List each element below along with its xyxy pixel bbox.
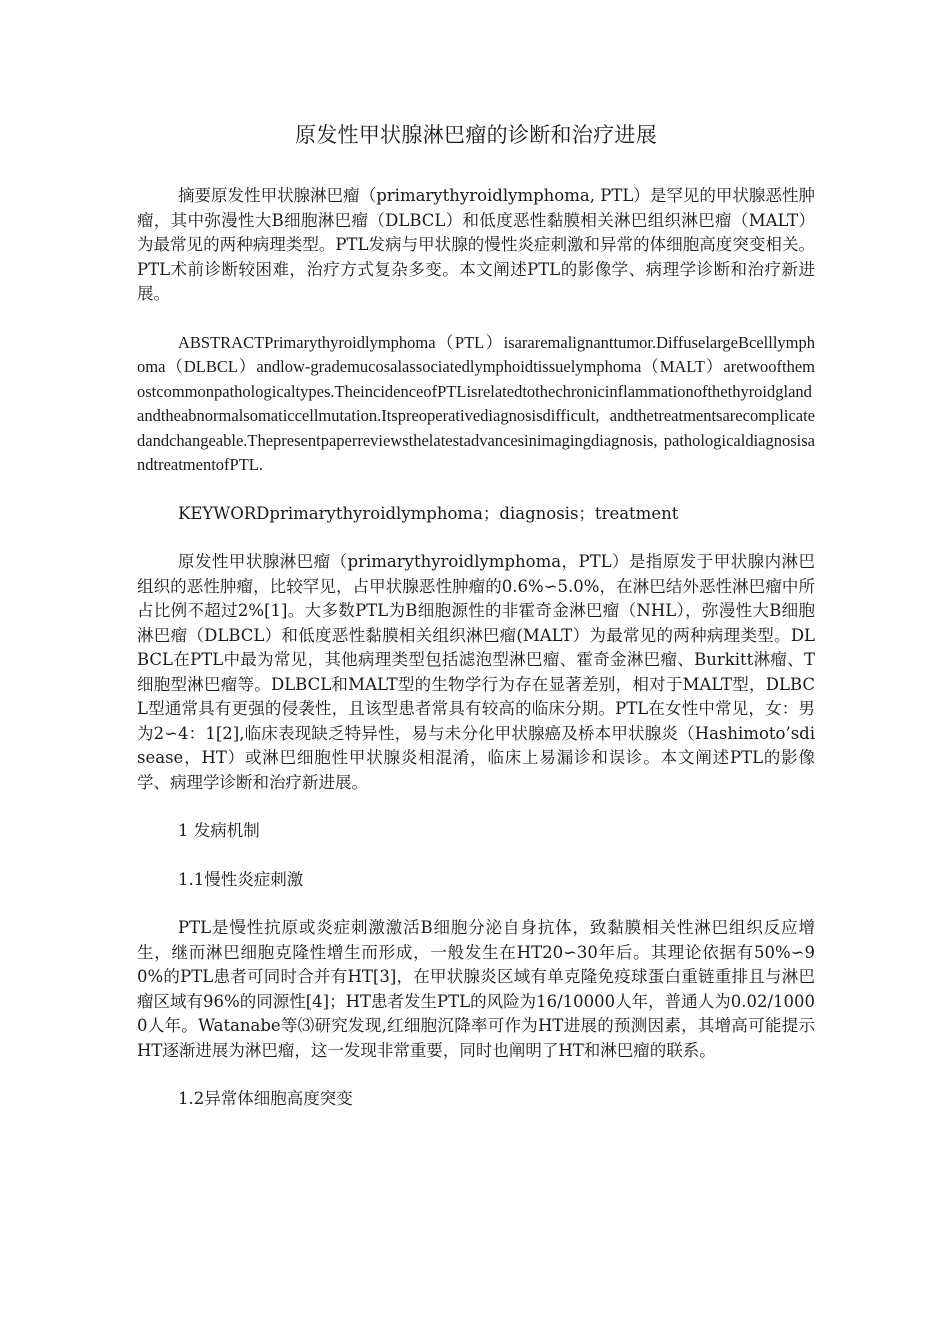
section-heading-1-2: 1.2异常体细胞高度突变	[178, 1089, 353, 1108]
document-body	[137, 120, 815, 1136]
abstract-english: ABSTRACTPrimarythyroidlymphoma（PTL）isararemalignanttumor.DiffuselargeBcelllymphoma（DLBCL）andlow-grademucosalassociatedlymphoidtissuelymphoma（MALT）aretwoofthemostcommonpathologicaltypes.TheincidenceofPTLisrelatedtothechronicinflammationofthethyroidglandandtheabnormalsomaticcellmutation.Itspreoperativediagnosisdifficult, andthetreatmentsarecomplicatedandchangeable.Thepresentpaperreviewsthelatestadvancesinimagingdiagnosis, pathologicaldiagnosisandtreatmentofPTL.	[137, 332, 815, 474]
section-heading-1: 1 发病机制	[178, 821, 260, 840]
keywords: KEYWORDprimarythyroidlymphoma；diagnosis；treatment	[178, 503, 679, 523]
section-1-1-paragraph: PTL是慢性抗原或炎症刺激激活B细胞分泌自身抗体，致黏膜相关性淋巴组织反应增生，继而淋巴细胞克隆性增生而形成，一般发生在HT20∽30年后。其理论依据有50%∽90%的PTL患者可同时合并有HT[3]，在甲状腺炎区域有单克隆免疫球蛋白重链重排且与淋巴瘤区域有96%的同源性[4]；HT患者发生PTL的风险为16/10000人年，普通人为0.02/10000人年。Watanabe等⑶研究发现,红细胞沉降率可作为HT进展的预测因素，其增高可能提示HT逐渐进展为淋巴瘤，这一发现非常重要，同时也阐明了HT和淋巴瘤的联系。	[137, 918, 815, 1060]
section-heading-1-1: 1.1慢性炎症刺激	[178, 869, 304, 889]
introduction-paragraph: 原发性甲状腺淋巴瘤（primarythyroidlymphoma，PTL）是指原发于甲状腺内淋巴组织的恶性肿瘤，比较罕见，占甲状腺恶性肿瘤的0.6%∽5.0%，在淋巴结外恶性淋巴瘤中所占比例不超过2%[1]。大多数PTL为B细胞源性的非霍奇金淋巴瘤（NHL），弥漫性大B细胞淋巴瘤（DLBCL）和低度恶性黏膜相关组织淋巴瘤(MALT）为最常见的两种病理类型。DLBCL在PTL中最为常见，其他病理类型包括滤泡型淋巴瘤、霍奇金淋巴瘤、Burkitt淋瘤、T细胞型淋巴瘤等。DLBCL和MALT型的生物学行为存在显著差别，相对于MALT型，DLBCL型通常具有更强的侵袭性，且该型患者常具有较高的临床分期。PTL在女性中常见，女：男为2∽4：1[2],临床表现缺乏特异性，易与未分化甲状腺癌及桥本甲状腺炎（Hashimoto’sdisease，HT）或淋巴细胞性甲状腺炎相混淆，临床上易漏诊和误诊。本文阐述PTL的影像学、病理学诊断和治疗新进展。	[137, 552, 815, 792]
abstract-chinese: 摘要原发性甲状腺淋巴瘤（primarythyroidlymphoma, PTL）是罕见的甲状腺恶性肿瘤，其中弥漫性大B细胞淋巴瘤（DLBCL）和低度恶性黏膜相关淋巴组织淋巴瘤（MALT）为最常见的两种病理类型。PTL发病与甲状腺的慢性炎症刺激和异常的体细胞高度突变相关。PTL术前诊断较困难，治疗方式复杂多变。本文阐述PTL的影像学、病理学诊断和治疗新进展。	[137, 186, 815, 303]
page-title: 原发性甲状腺淋巴瘤的诊断和治疗进展	[294, 123, 658, 147]
